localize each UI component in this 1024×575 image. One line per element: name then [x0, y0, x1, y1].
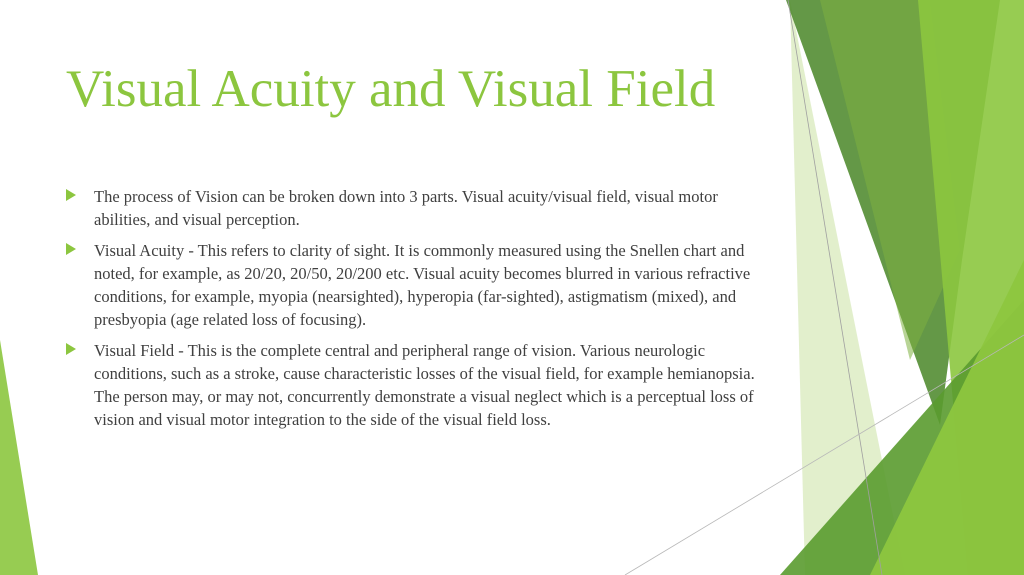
bullet-item	[66, 339, 766, 431]
left-green-sliver	[0, 340, 38, 575]
bullet-item	[66, 239, 766, 331]
slide-title: Visual Acuity and Visual Field	[66, 60, 716, 118]
triangle-bullet-icon	[66, 243, 76, 255]
bullet-text: Visual Field - This is the complete central and peripheral range of vision. Various neurologic conditions, such as a stroke, cause characteristic losses of the visual field, for example hemianopsia. The person may, or may not, concurrently demonstrate a visual neglect which is a perceptual loss of vision and visual motor integration to the side of the visual field loss.	[94, 341, 755, 429]
triangle-bullet-icon	[66, 189, 76, 201]
bullet-item	[66, 185, 766, 231]
bullet-text: The process of Vision can be broken down into 3 parts. Visual acuity/visual field, visual motor abilities, and visual perception.	[94, 187, 718, 229]
bullet-list	[66, 185, 766, 439]
bullet-text: Visual Acuity - This refers to clarity of sight. It is commonly measured using the Snellen chart and noted, for example, as 20/20, 20/50, 20/200 etc. Visual acuity becomes blurred in various refractive conditions, for example, myopia (nearsighted), hyperopia (far-sighted), astigmatism (mixed), and presbyopia (age related loss of focusing).	[94, 241, 751, 329]
triangle-bullet-icon	[66, 343, 76, 355]
